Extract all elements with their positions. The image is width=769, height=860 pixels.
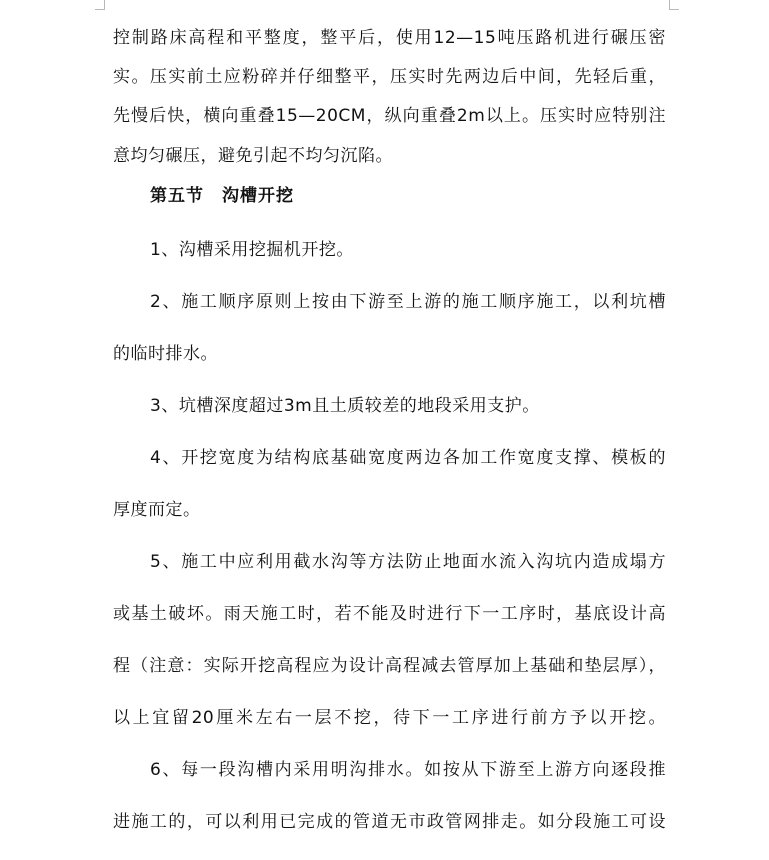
text-line: 控制路床高程和平整度，整平后，使用12—15吨压路机进行碾压密 [113,28,666,48]
text-line: 以上宜留20厘米左右一层不挖，待下一工序进行前方予以开挖。 [113,708,666,728]
text-line: 5、施工中应利用截水沟等方法防止地面水流入沟坑内造成塌方 [150,552,666,572]
text-line: 6、每一段沟槽内采用明沟排水。如按从下游至上游方向逐段推 [150,760,666,780]
text-line: 先慢后快，横向重叠15—20CM，纵向重叠2m以上。压实时应特别注 [113,106,666,126]
text-line: 进施工的，可以利用已完成的管道无市政管网排走。如分段施工可设 [113,812,666,832]
text-line: 4、开挖宽度为结构底基础宽度两边各加工作宽度支撑、模板的 [150,448,666,468]
text-line: 实。压实前土应粉碎并仔细整平，压实时先两边后中间，先轻后重， [113,67,666,87]
section-heading: 第五节 沟槽开挖 [150,186,294,206]
crop-mark-left [95,0,105,10]
text-line: 2、施工顺序原则上按由下游至上游的施工顺序施工，以利坑槽 [150,292,666,312]
text-line: 意均匀碾压，避免引起不均匀沉陷。 [113,146,393,166]
text-line: 1、沟槽采用挖掘机开挖。 [150,240,354,260]
text-line: 厚度而定。 [113,500,201,520]
text-line: 或基土破坏。雨天施工时，若不能及时进行下一工序时，基底设计高 [113,604,666,624]
text-line: 3、坑槽深度超过3m且土质较差的地段采用支护。 [150,396,540,416]
text-line: 程（注意：实际开挖高程应为设计高程减去管厚加上基础和垫层厚）， [113,656,666,676]
crop-mark-right [669,0,679,10]
text-line: 的临时排水。 [113,344,218,364]
